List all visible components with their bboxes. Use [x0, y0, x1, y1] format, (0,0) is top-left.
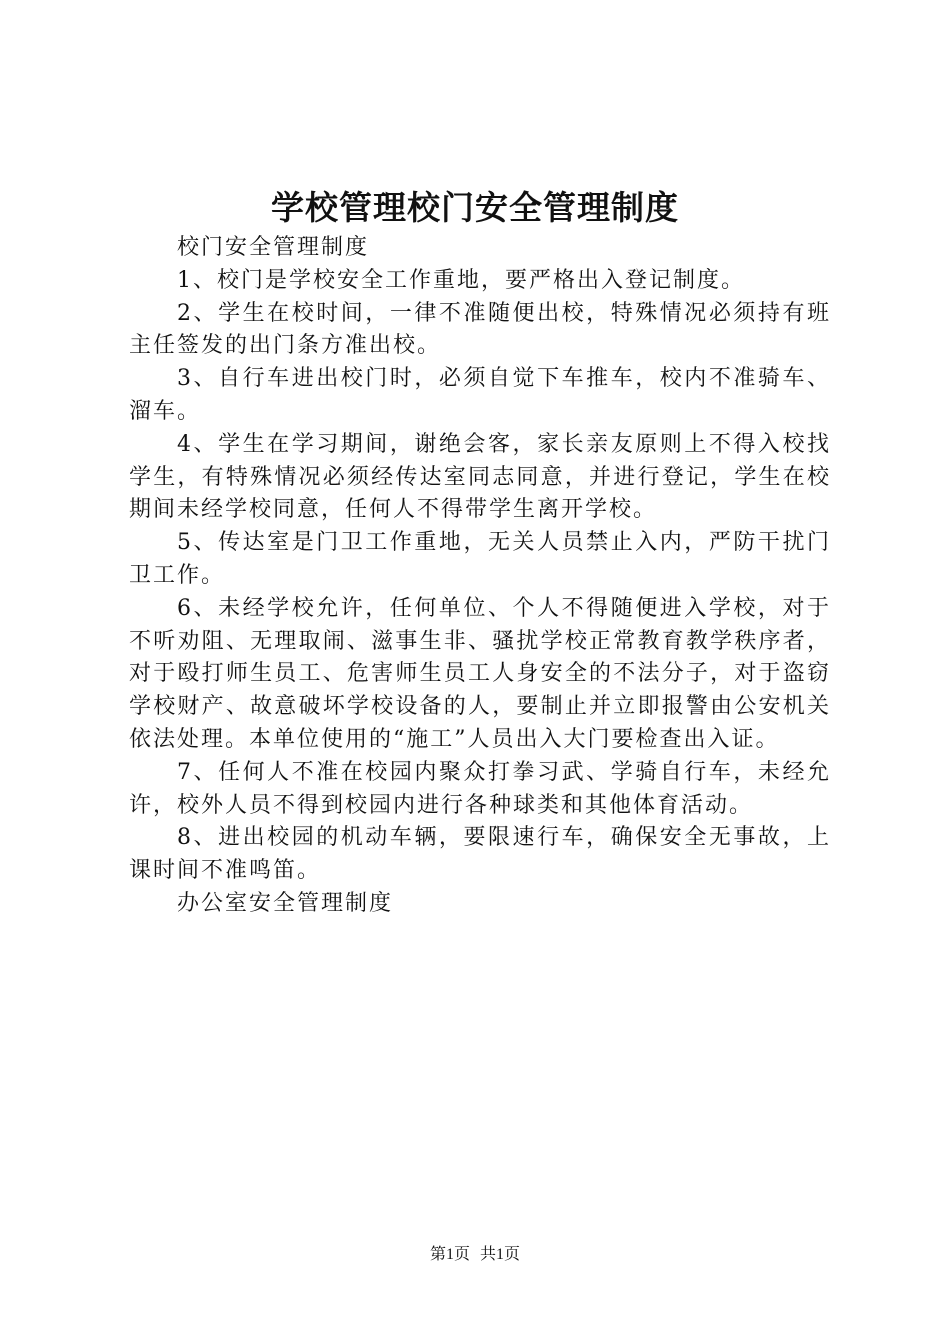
- rule-paragraph: 4、学生在学习期间，谢绝会客，家长亲友原则上不得入校找学生，有特殊情况必须经传达室同志同意，并进行登记，学生在校期间未经学校同意，任何人不得带学生离开学校。: [129, 431, 831, 523]
- rule-paragraph: 2、学生在校时间，一律不准随便出校，特殊情况必须持有班主任签发的出门条方准出校。: [129, 300, 831, 359]
- rule-paragraph: 5、传达室是门卫工作重地，无关人员禁止入内，严防干扰门卫工作。: [129, 530, 831, 588]
- document-body: [129, 232, 831, 921]
- page-number: 第1页: [429, 1246, 470, 1263]
- section-heading: 办公室安全管理制度: [177, 890, 394, 916]
- section-heading: 校门安全管理制度: [177, 235, 370, 260]
- rule-paragraph: 3、自行车进出校门时，必须自觉下车推车，校内不准骑车、溜车。: [129, 366, 831, 424]
- rule-paragraph: 7、任何人不准在校园内聚众打拳习武、学骑自行车，未经允许，校外人员不得到校园内进行各种球类和其他体育活动。: [129, 759, 831, 818]
- document-title: 学校管理校门安全管理制度: [271, 188, 679, 227]
- page-total: 共1页: [480, 1246, 521, 1263]
- rule-paragraph: 6、未经学校允许，任何单位、个人不得随便进入学校，对于不听劝阻、无理取闹、滋事生非、骚扰学校正常教育教学秩序者，对于殴打师生员工、危害师生员工人身安全的不法分子，对于盗窃学校财产、故意破坏学校设备的人，要制止并立即报警由公安机关依法处理。本单位使用的“施工”人员出入大门要检查出入证。: [129, 595, 831, 752]
- page-footer: [0, 1244, 950, 1266]
- rule-paragraph: 1、校门是学校安全工作重地，要严格出入登记制度。: [177, 267, 745, 293]
- rule-paragraph: 8、进出校园的机动车辆，要限速行车，确保安全无事故，上课时间不准鸣笛。: [129, 825, 831, 884]
